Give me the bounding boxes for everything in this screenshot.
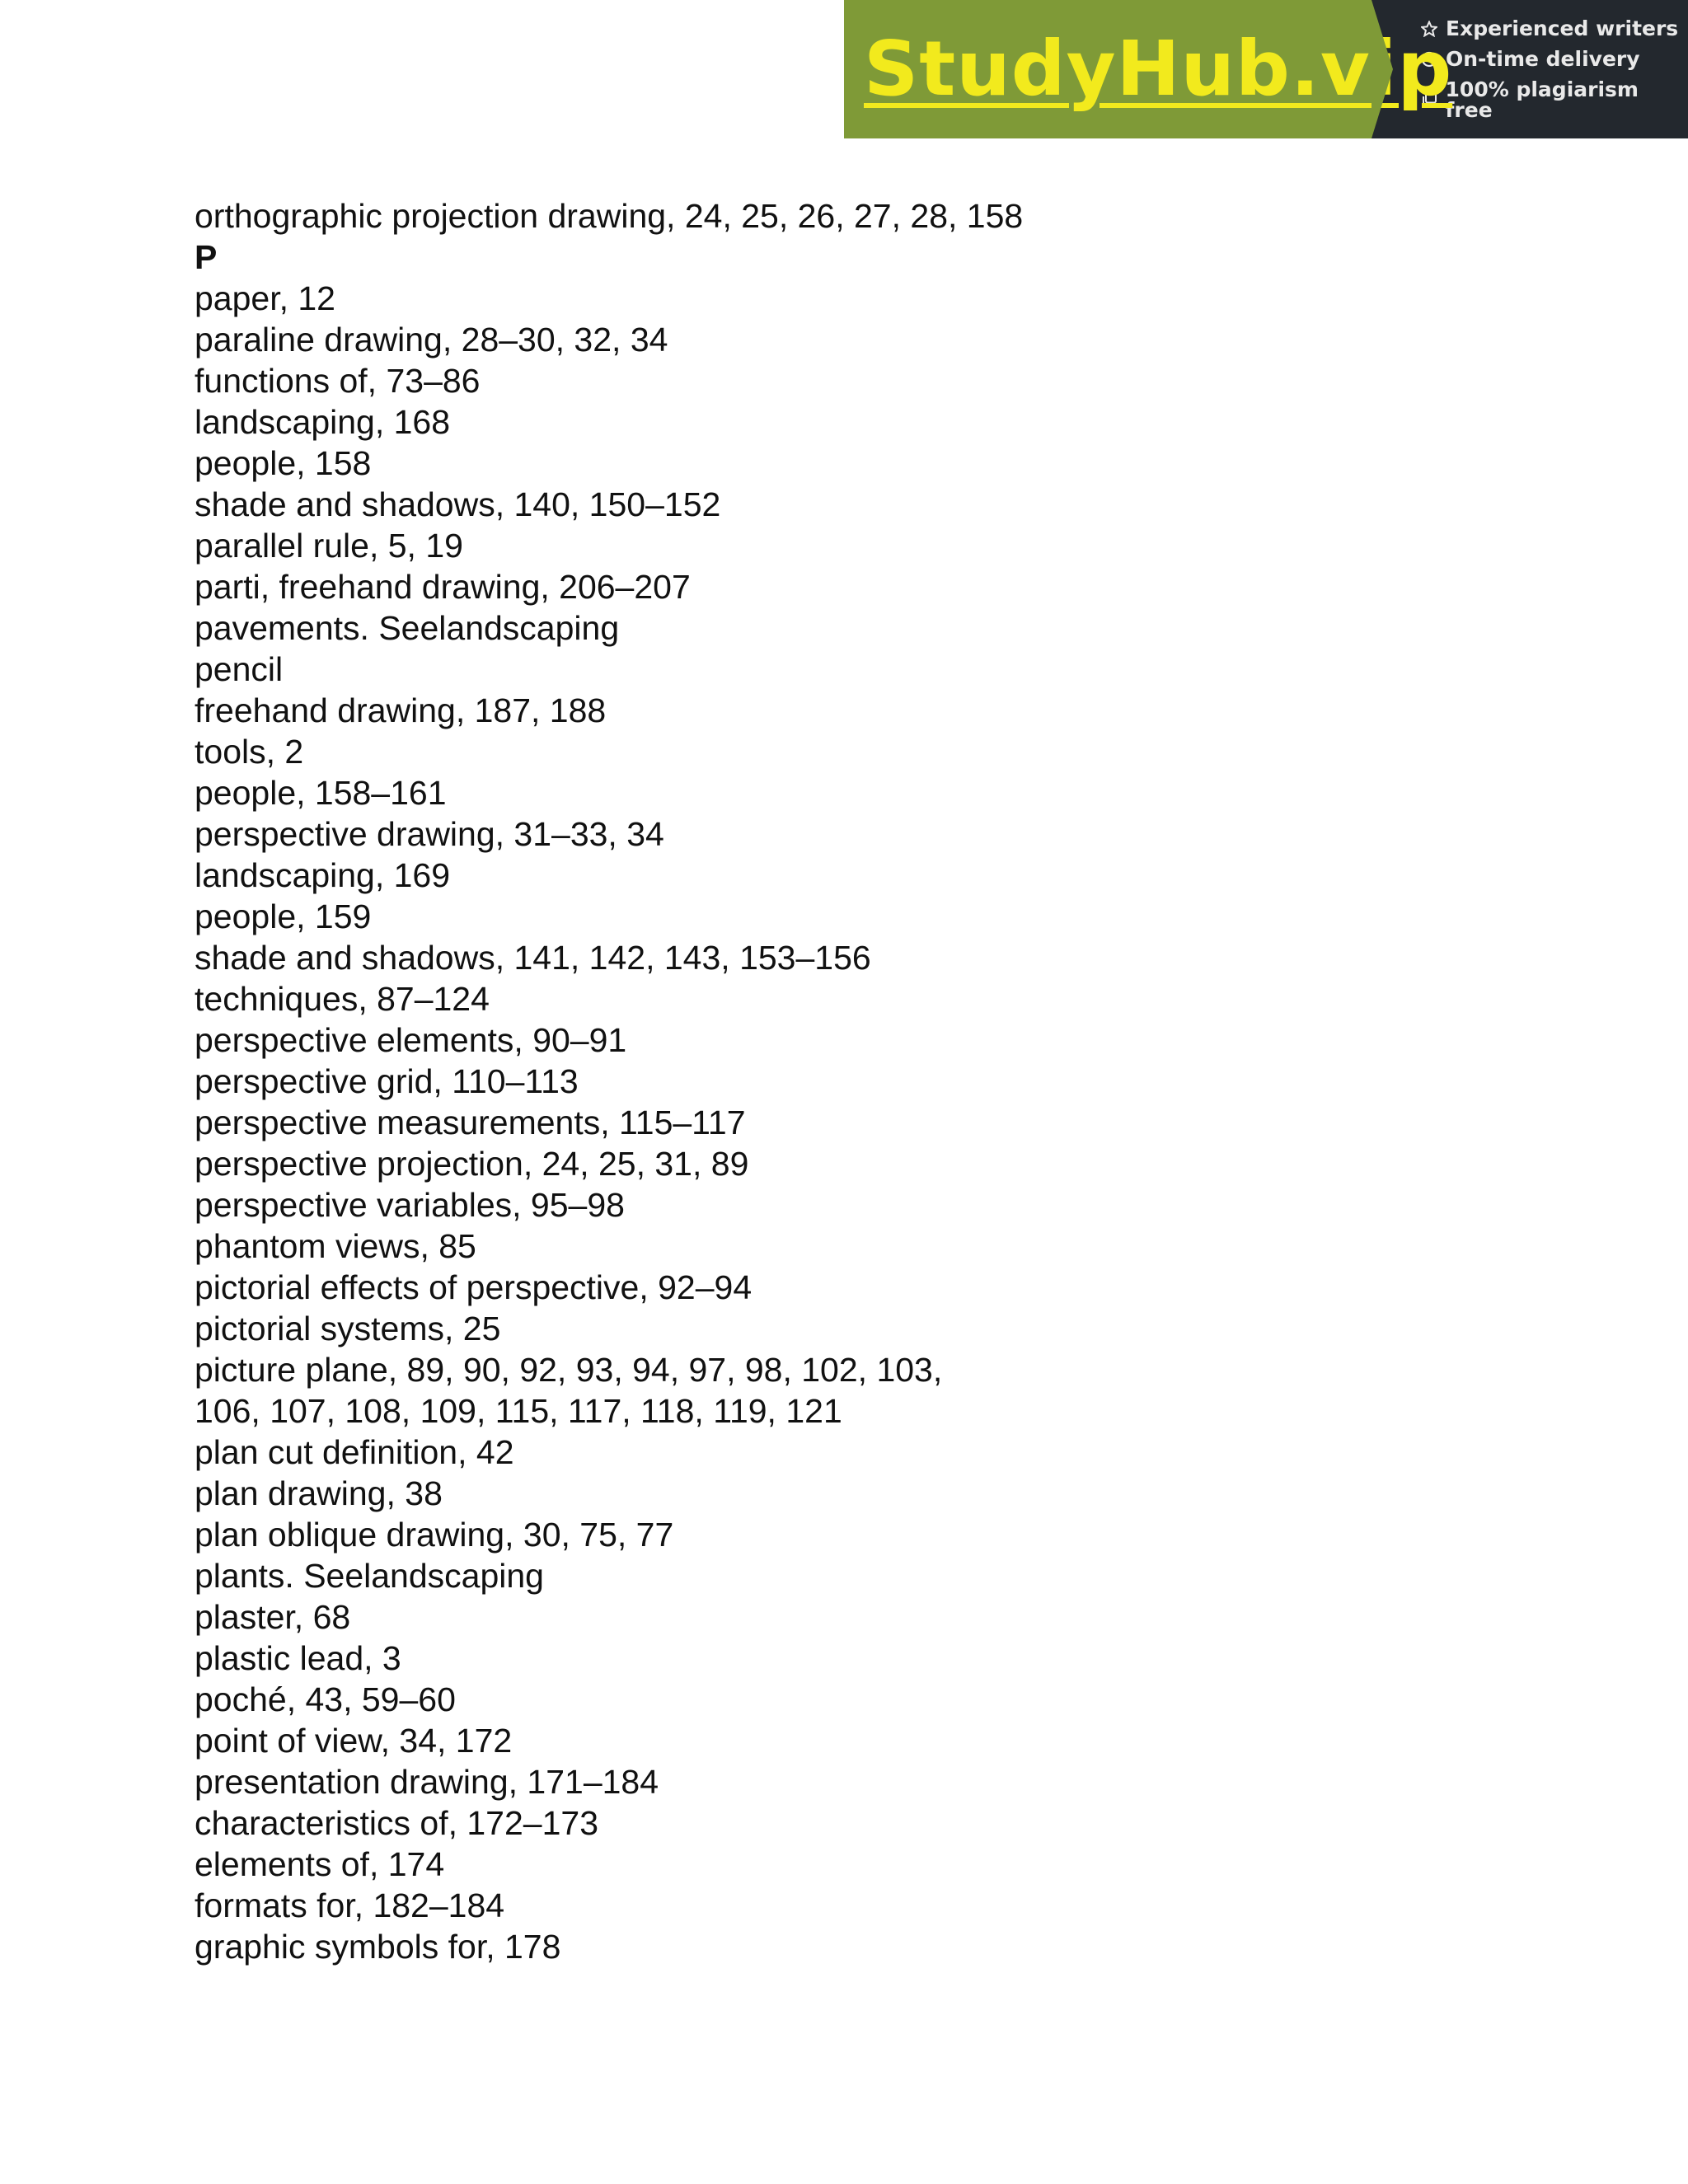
promo-banner[interactable] xyxy=(844,0,1688,138)
index-entry: pencil xyxy=(195,650,284,688)
index-entry: plants. Seelandscaping xyxy=(195,1557,544,1595)
index-entry: plastic lead, 3 xyxy=(195,1639,401,1677)
index-entry: functions of, 73–86 xyxy=(195,362,481,400)
index-entry: picture plane, 89, 90, 92, 93, 94, 97, 98, 102, 103, xyxy=(195,1351,943,1389)
index-entry: paraline drawing, 28–30, 32, 34 xyxy=(195,321,668,359)
feature-item xyxy=(1419,79,1688,120)
brand-logo[interactable] xyxy=(844,0,1453,138)
index-entry: point of view, 34, 172 xyxy=(195,1722,513,1760)
index-entry: presentation drawing, 171–184 xyxy=(195,1763,659,1801)
index-entry: perspective variables, 95–98 xyxy=(195,1186,625,1224)
feature-label: 100% plagiarism free xyxy=(1445,77,1639,122)
brand-name: StudyHub.vip xyxy=(864,25,1453,113)
index-entry: phantom views, 85 xyxy=(195,1227,476,1265)
index-entry: plaster, 68 xyxy=(195,1598,351,1636)
feature-item xyxy=(1419,49,1688,69)
index-entry: people, 159 xyxy=(195,898,372,935)
index-entry: perspective elements, 90–91 xyxy=(195,1021,627,1059)
index-entry: parallel rule, 5, 19 xyxy=(195,527,463,565)
index-entry: orthographic projection drawing, 24, 25, 26, 27, 28, 158 xyxy=(195,197,1024,235)
feature-label: On-time delivery xyxy=(1446,47,1640,71)
index-entry: landscaping, 169 xyxy=(195,856,451,894)
index-entry: shade and shadows, 140, 150–152 xyxy=(195,485,721,523)
index-entry: people, 158–161 xyxy=(195,774,447,812)
index-entry: people, 158 xyxy=(195,444,372,482)
index-entry: characteristics of, 172–173 xyxy=(195,1804,598,1842)
index-entry: landscaping, 168 xyxy=(195,403,451,441)
index-entry: poché, 43, 59–60 xyxy=(195,1680,456,1718)
index-entry: pavements. Seelandscaping xyxy=(195,609,620,647)
index-entry: plan drawing, 38 xyxy=(195,1474,443,1512)
index-entry: perspective grid, 110–113 xyxy=(195,1062,579,1100)
index-entry: pictorial systems, 25 xyxy=(195,1310,501,1347)
index-list xyxy=(195,195,1431,1967)
index-entry: plan oblique drawing, 30, 75, 77 xyxy=(195,1516,674,1554)
index-letter-heading: P xyxy=(195,238,218,276)
index-entry: graphic symbols for, 178 xyxy=(195,1928,561,1966)
index-entry: parti, freehand drawing, 206–207 xyxy=(195,568,691,606)
index-entry: elements of, 174 xyxy=(195,1845,445,1883)
feature-label: Experienced writers xyxy=(1446,16,1679,40)
index-entry: paper, 12 xyxy=(195,279,335,317)
index-entry: plan cut definition, 42 xyxy=(195,1433,514,1471)
index-entry: pictorial effects of perspective, 92–94 xyxy=(195,1268,753,1306)
index-entry: freehand drawing, 187, 188 xyxy=(195,691,607,729)
index-entry: 106, 107, 108, 109, 115, 117, 118, 119, 121 xyxy=(195,1392,842,1430)
index-entry: formats for, 182–184 xyxy=(195,1886,505,1924)
feature-item xyxy=(1419,18,1688,39)
index-entry: perspective projection, 24, 25, 31, 89 xyxy=(195,1145,749,1183)
index-entry: perspective measurements, 115–117 xyxy=(195,1104,746,1141)
index-entry: perspective drawing, 31–33, 34 xyxy=(195,815,664,853)
index-entry: tools, 2 xyxy=(195,733,304,771)
index-entry: shade and shadows, 141, 142, 143, 153–156 xyxy=(195,939,871,977)
index-entry: techniques, 87–124 xyxy=(195,980,490,1018)
